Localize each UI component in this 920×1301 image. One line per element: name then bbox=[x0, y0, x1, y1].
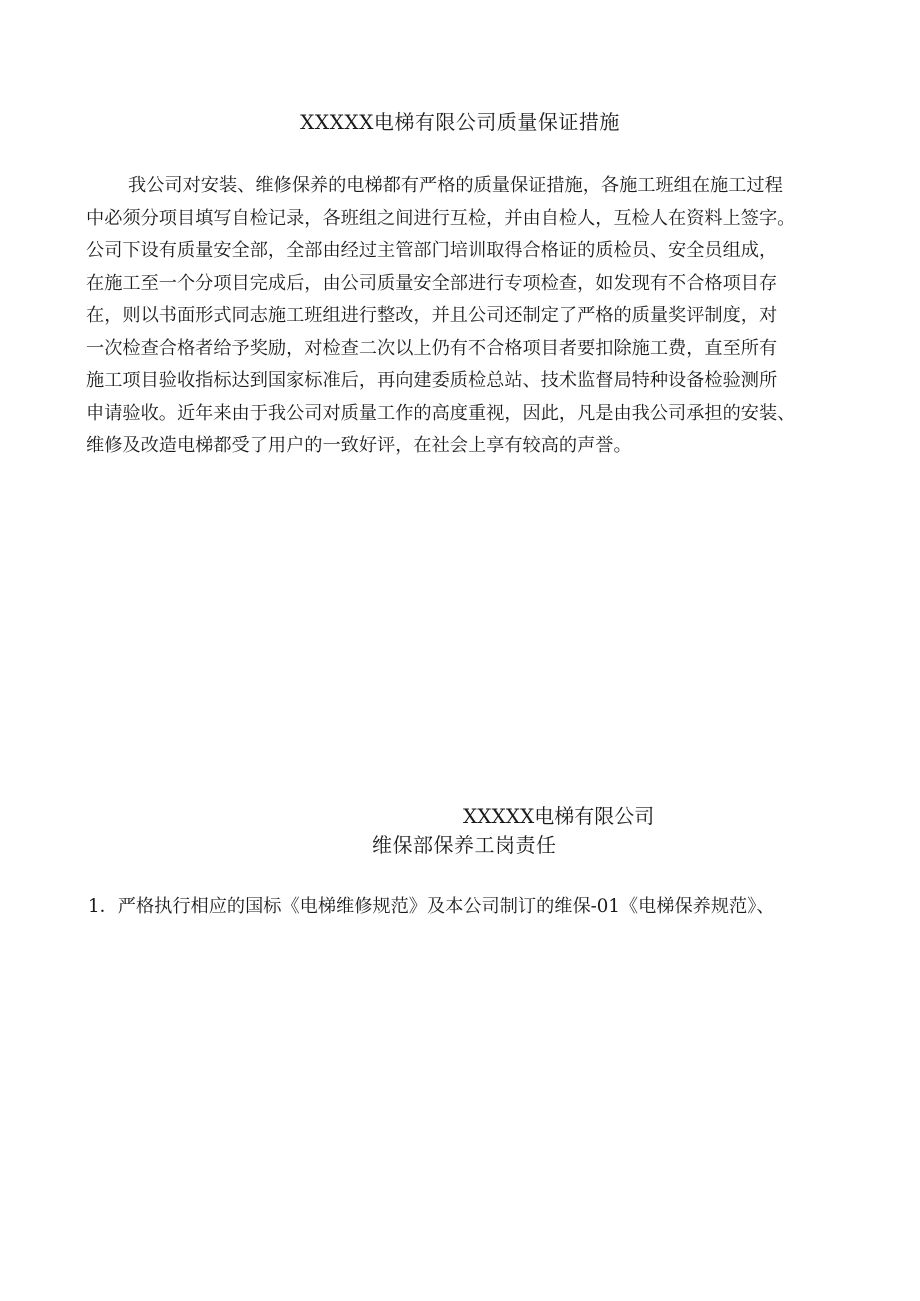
paragraph-line: 公司下设有质量安全部，全部由经过主管部门培训取得合格证的质检员、安全员组成， bbox=[86, 240, 778, 261]
paragraph-line: 我公司对安装、维修保养的电梯都有严格的质量保证措施，各施工班组在施工过程 bbox=[128, 175, 783, 196]
paragraph-line: 在施工至一个分项目完成后，由公司质量安全部进行专项检查，如发现有不合格项目存 bbox=[86, 272, 778, 294]
quality-assurance-paragraph bbox=[86, 170, 846, 463]
paragraph-line: 在，则以书面形式同志施工班组进行整改，并且公司还制定了严格的质量奖评制度，对 bbox=[86, 305, 778, 326]
responsibility-item-1: 1．严格执行相应的国标《电梯维修规范》及本公司制订的维保-01《电梯保养规范》、 bbox=[88, 896, 775, 917]
company-name: XXXXX电梯有限公司 bbox=[463, 804, 655, 828]
paragraph-line: 维修及改造电梯都受了用户的一致好评，在社会上享有较高的声誉。 bbox=[86, 435, 632, 456]
section-title: 维保部保养工岗责任 bbox=[372, 833, 557, 857]
paragraph-line: 施工项目验收指标达到国家标准后，再向建委质检总站、技术监督局特种设备检验测所 bbox=[86, 370, 778, 391]
paragraph-line: 中必须分项目填写自检记录，各班组之间进行互检，并由自检人，互检人在资料上签字。 bbox=[86, 207, 796, 229]
paragraph-line: 申请验收。近年来由于我公司对质量工作的高度重视，因此，凡是由我公司承担的安装、 bbox=[86, 402, 796, 424]
paragraph-line: 一次检查合格者给予奖励，对检查二次以上仍有不合格项目者要扣除施工费，直至所有 bbox=[86, 337, 778, 359]
document-title: XXXXX电梯有限公司质量保证措施 bbox=[300, 110, 620, 134]
